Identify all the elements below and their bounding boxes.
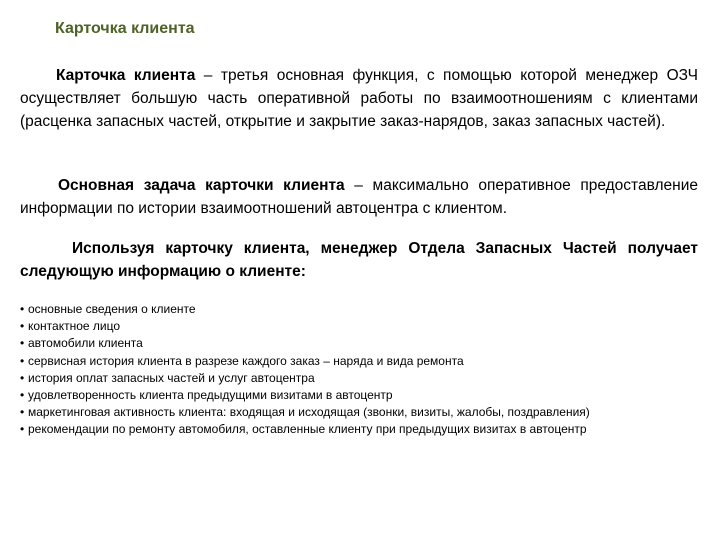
bullet-marker: •	[20, 353, 25, 368]
paragraph-main-task-term: Основная задача карточки клиента	[58, 177, 345, 194]
bullet-marker: •	[20, 319, 25, 334]
paragraph-main-task	[20, 174, 698, 220]
list-item	[20, 335, 710, 352]
list-item-text: автомобили клиента	[28, 336, 143, 351]
info-bullet-list	[20, 301, 710, 439]
bullet-marker: •	[20, 370, 25, 385]
list-item-text: история оплат запасных частей и услуг автоцентра	[28, 370, 315, 385]
list-item-text: маркетинговая активность клиента: входящая и исходящая (звонки, визиты, жалобы, поздравления)	[28, 405, 590, 420]
bullet-marker: •	[20, 422, 25, 437]
list-item-text: рекомендации по ремонту автомобиля, оставленные клиенту при предыдущих визитах в автоцентр	[28, 422, 587, 437]
bullet-marker: •	[20, 405, 25, 420]
list-item-text: основные сведения о клиенте	[28, 302, 196, 316]
list-item	[20, 421, 710, 438]
paragraph-definition-term: Карточка клиента	[56, 67, 196, 84]
list-item	[20, 301, 710, 318]
list-item	[20, 353, 710, 370]
bullet-marker: •	[20, 336, 25, 351]
list-item-text: контактное лицо	[28, 319, 121, 334]
list-item	[20, 370, 710, 387]
paragraph-main-task-text: – максимально оперативное предоставление информации по истории взаимоотношений автоцентра с клиентом.	[20, 177, 698, 217]
paragraph-definition-text: – третья основная функция, с помощью которой менеджер ОЗЧ осуществляет большую часть оперативной работы по взаимоотношениям с клиентами (расценка запасных частей, открытие и закрытие заказ-нарядов, заказ запасных частей).	[20, 67, 698, 130]
slide-title: Карточка клиента	[55, 20, 195, 37]
bullet-marker: •	[20, 388, 25, 403]
paragraph-definition	[20, 64, 698, 133]
list-item	[20, 387, 710, 404]
list-item	[20, 318, 710, 335]
list-item	[20, 404, 710, 421]
paragraph-info-intro: Используя карточку клиента, менеджер Отдела Запасных Частей получает следующую информацию о клиенте:	[20, 240, 698, 280]
bullet-marker: •	[20, 302, 25, 316]
list-item-text: удовлетворенность клиента предыдущими визитами в автоцентр	[28, 388, 393, 403]
list-item-text: сервисная история клиента в разрезе каждого заказ – наряда и вида ремонта	[28, 353, 464, 368]
